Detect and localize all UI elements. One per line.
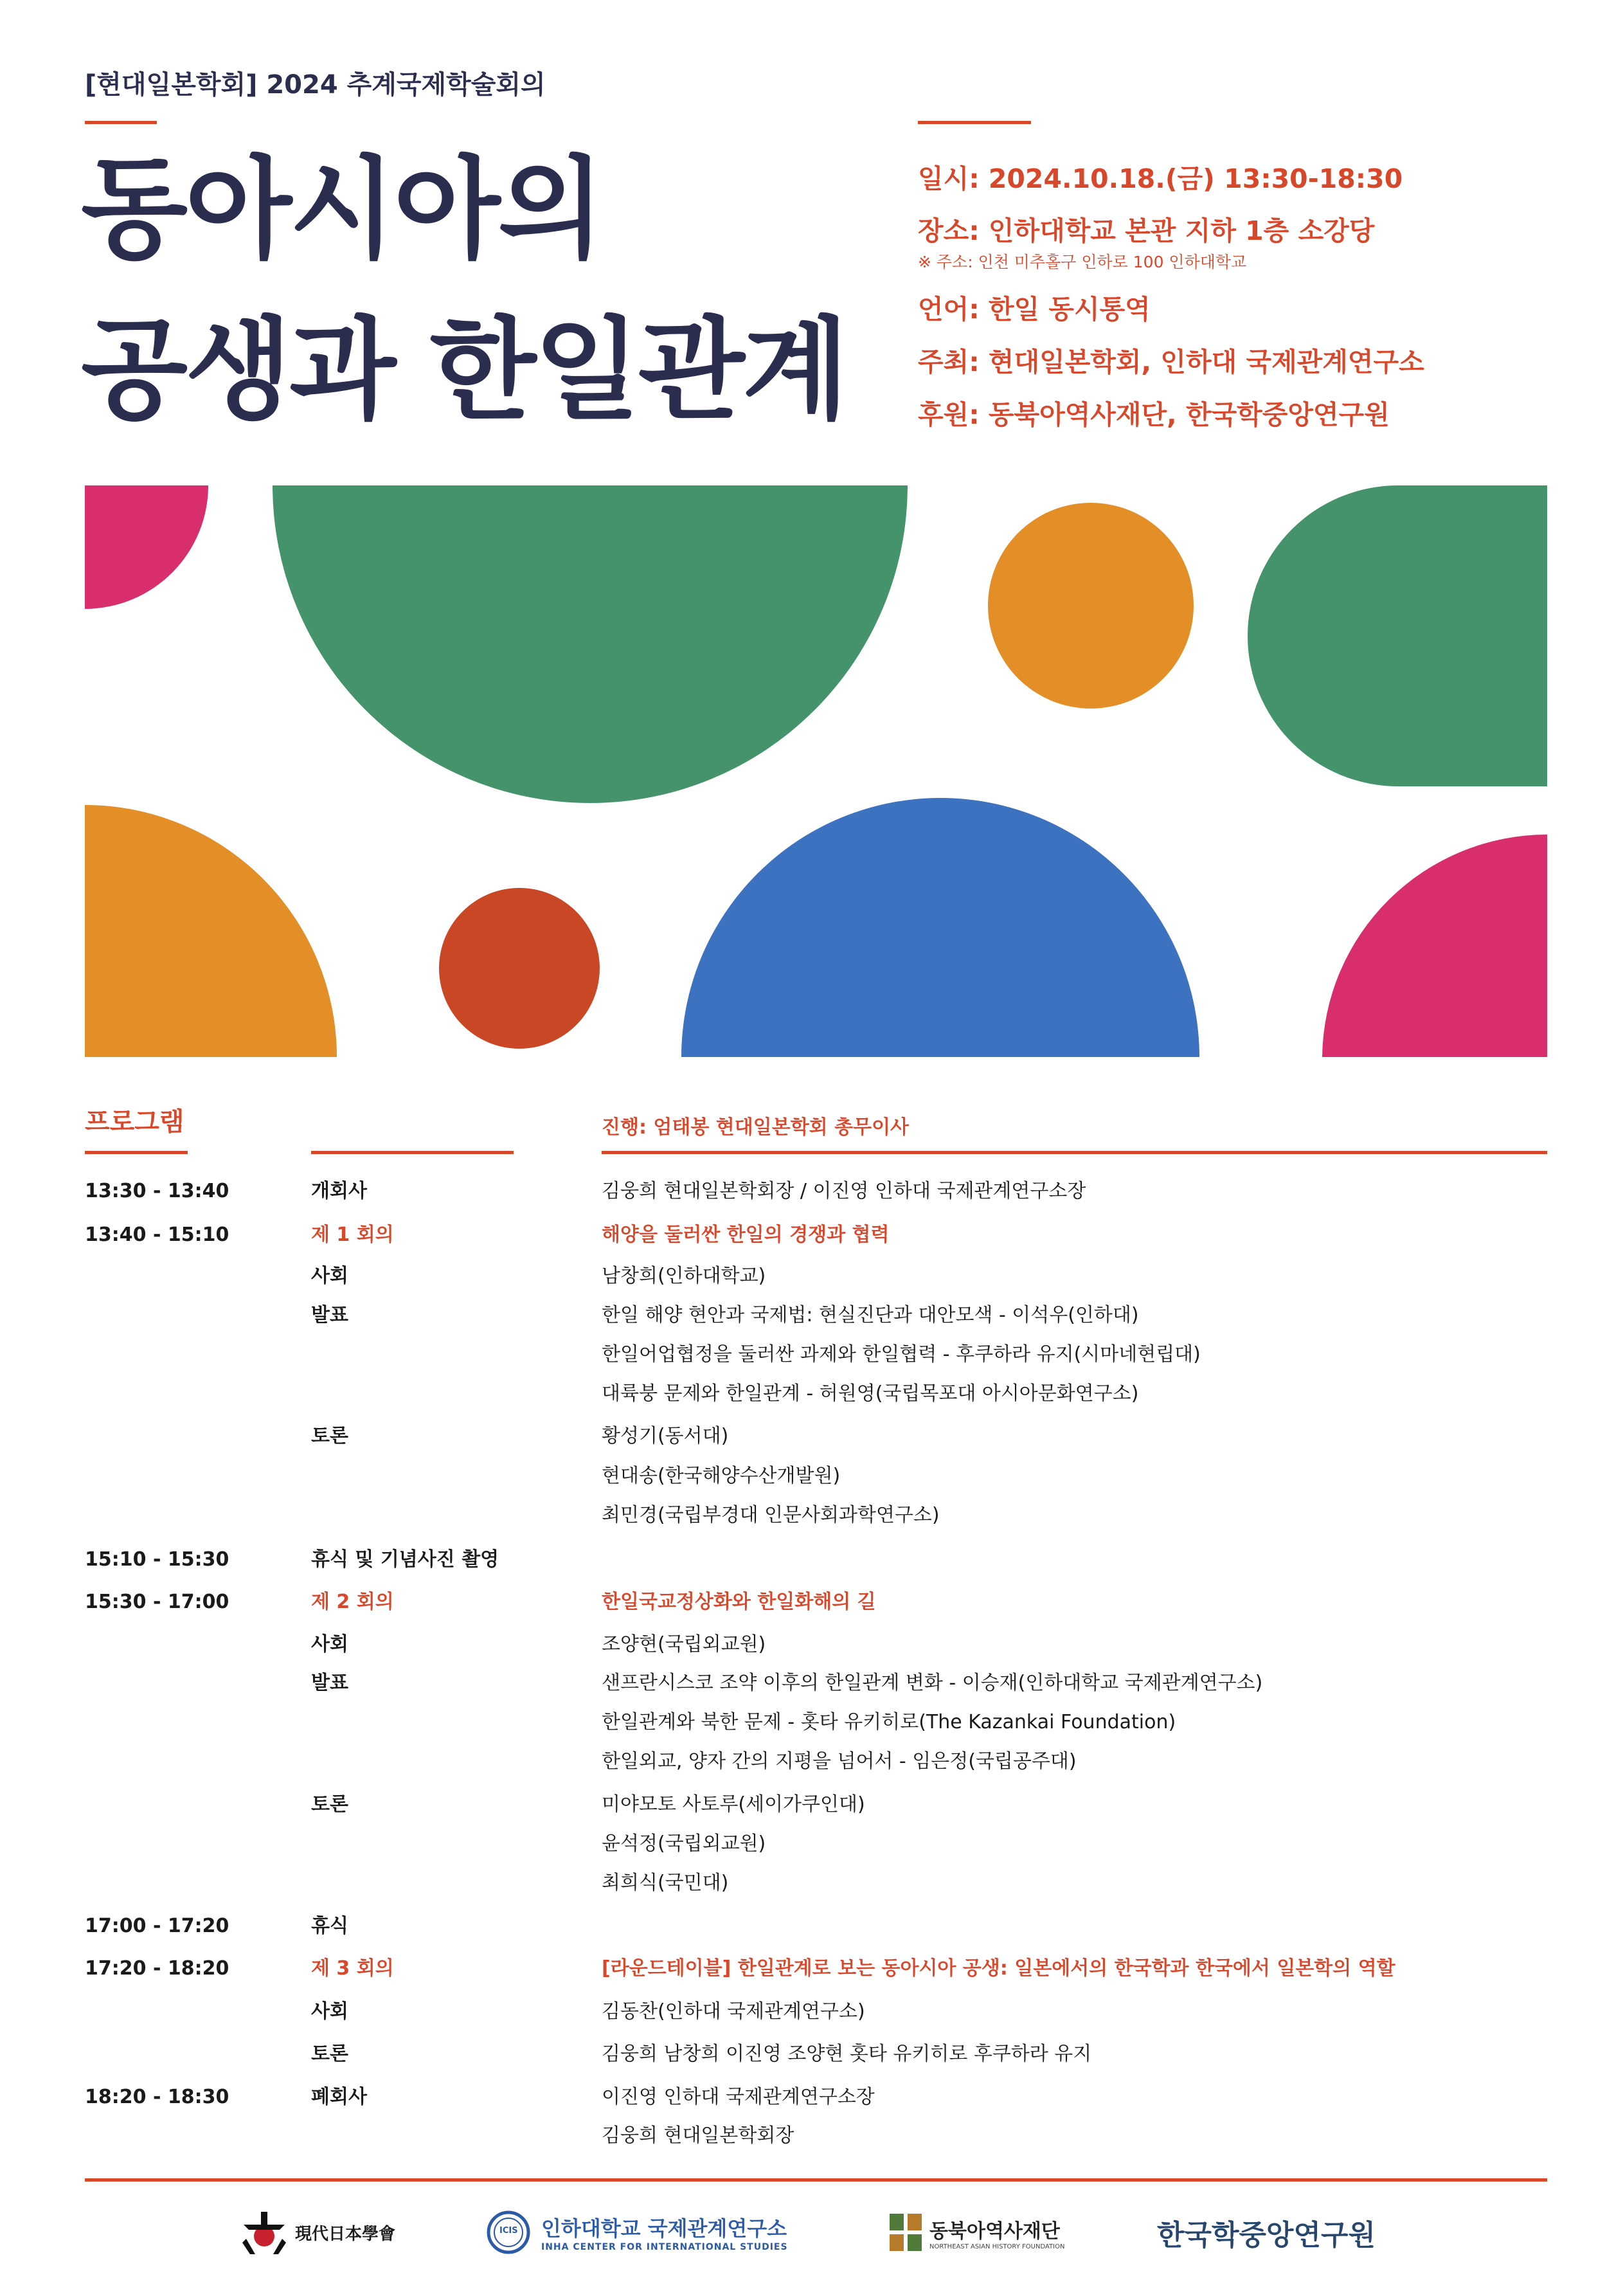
program-content: 김웅희 남창희 이진영 조양현 홋타 유키히로 후쿠하라 유지 [602,2043,1092,2065]
program-time: 15:10 - 15:30 [85,1548,229,1571]
green-semicircle [273,485,908,803]
pink-quarter-circle [85,485,208,609]
inha-english-name: INHA CENTER FOR INTERNATIONAL STUDIES [541,2242,788,2252]
program-time: 13:30 - 13:40 [85,1180,229,1202]
logo-aks [1157,2207,1376,2258]
nahf-emblem-icon [888,2212,923,2252]
program-label: 휴식 [311,1915,348,1937]
program-label: 발표 [311,1304,348,1326]
program-moderator: 진행: 엄태봉 현대일본학회 총무이사 [602,1116,910,1139]
program-label: 사회 [311,1265,348,1287]
program-content: 조양현(국립외교원) [602,1633,766,1656]
logo-nahf [888,2207,1064,2258]
event-language: 언어: 한일 동시통역 [918,294,1151,325]
inha-badge-text: ICIS [499,2226,518,2236]
program-label: 토론 [311,1425,348,1447]
program-content: 샌프란시스코 조약 이후의 한일관계 변화 - 이승재(인하대학교 국제관계연구소) [602,1672,1263,1694]
program-label: 토론 [311,2043,348,2065]
program-content: 한일 해양 현안과 국제법: 현실진단과 대안모색 - 이석우(인하대) [602,1304,1139,1326]
session-title: [라운드테이블] 한일관계로 보는 동아시아 공생: 일본에서의 한국학과 한국에서 일본학의 역할 [602,1957,1395,1980]
program-content: 김웅희 현대일본학회장 / 이진영 인하대 국제관계연구소장 [602,1180,1086,1202]
program-content: 현대송(한국해양수산개발원) [602,1465,841,1487]
pink-half-shape [1322,835,1547,1057]
program-label: 사회 [311,1633,348,1656]
program-label: 토론 [311,1793,348,1816]
session-title: 해양을 둘러싼 한일의 경쟁과 협력 [602,1224,890,1246]
orange-quarter-circle [85,805,337,1057]
program-rule-label [311,1151,514,1154]
conference-subtitle: [현대일본학회] 2024 추계국제학술회의 [85,70,546,100]
program-content: 최민경(국립부경대 인문사회과학연구소) [602,1504,940,1526]
brick-circle [439,888,600,1049]
program-content: 남창희(인하대학교) [602,1265,766,1287]
program-content: 한일관계와 북한 문제 - 홋타 유키히로(The Kazankai Foundation) [602,1711,1176,1733]
program-content: 한일외교, 양자 간의 지평을 넘어서 - 임은정(국립공주대) [602,1750,1077,1773]
program-label: 제 1 회의 [311,1224,394,1246]
program-rule-content [602,1151,1547,1154]
program-time: 17:00 - 17:20 [85,1915,229,1937]
program-label: 폐회사 [311,2086,367,2108]
logo-inha [486,2207,788,2258]
program-time: 18:20 - 18:30 [85,2086,229,2108]
program-content: 한일어업협정을 둘러싼 과제와 한일협력 - 후쿠하라 유지(시마네현립대) [602,1343,1201,1366]
program-content: 최희식(국민대) [602,1872,729,1894]
session-title: 한일국교정상화와 한일화해의 길 [602,1591,876,1613]
title-line-1: 동아시아의 [81,145,602,274]
decorative-shapes [0,0,1623,1093]
program-time: 17:20 - 18:20 [85,1957,229,1980]
title-line-2: 공생과 한일관계 [81,305,847,435]
program-time: 13:40 - 15:10 [85,1224,229,1246]
program-label: 개회사 [311,1180,367,1202]
event-sponsor: 후원: 동북아역사재단, 한국학중앙연구원 [918,399,1390,430]
jsmj-emblem-icon [241,2209,287,2255]
event-host: 주최: 현대일본학회, 인하대 국제관계연구소 [918,347,1424,377]
program-content: 미야모토 사토루(세이가쿠인대) [602,1793,865,1816]
aks-name: 한국학중앙연구원 [1157,2219,1376,2252]
program-heading: 프로그램 [85,1107,184,1137]
program-label: 사회 [311,2000,348,2023]
nahf-english-name: NORTHEAST ASIAN HISTORY FOUNDATION [929,2243,1065,2250]
program-content: 대륙붕 문제와 한일관계 - 허원영(국립목포대 아시아문화연구소) [602,1382,1139,1405]
program-time: 15:30 - 17:00 [85,1591,229,1613]
event-venue: 장소: 인하대학교 본관 지하 1층 소강당 [918,215,1375,246]
event-date: 일시: 2024.10.18.(금) 13:30-18:30 [918,163,1403,194]
program-label: 제 2 회의 [311,1591,394,1613]
footer-rule [85,2178,1547,2182]
green-rounded-rect [1248,485,1547,786]
program-label: 휴식 및 기념사진 촬영 [311,1548,499,1571]
program-rule-time [85,1151,188,1154]
nahf-name: 동북아역사재단 [929,2219,1060,2243]
program-content: 윤석정(국립외교원) [602,1832,766,1855]
program-content: 이진영 인하대 국제관계연구소장 [602,2086,875,2108]
jsmj-name: 現代日本學會 [295,2224,396,2244]
program-label: 제 3 회의 [311,1957,394,1980]
program-content: 김웅희 현대일본학회장 [602,2124,794,2147]
program-label: 발표 [311,1672,348,1694]
orange-circle [988,503,1194,709]
logo-jsmj [241,2207,395,2258]
program-content: 김동찬(인하대 국제관계연구소) [602,2000,865,2023]
inha-name: 인하대학교 국제관계연구소 [541,2216,787,2241]
program-content: 황성기(동서대) [602,1425,729,1447]
venue-address-note: ※ 주소: 인천 미추홀구 인하로 100 인하대학교 [918,253,1247,271]
blue-semicircle [681,798,1199,1057]
